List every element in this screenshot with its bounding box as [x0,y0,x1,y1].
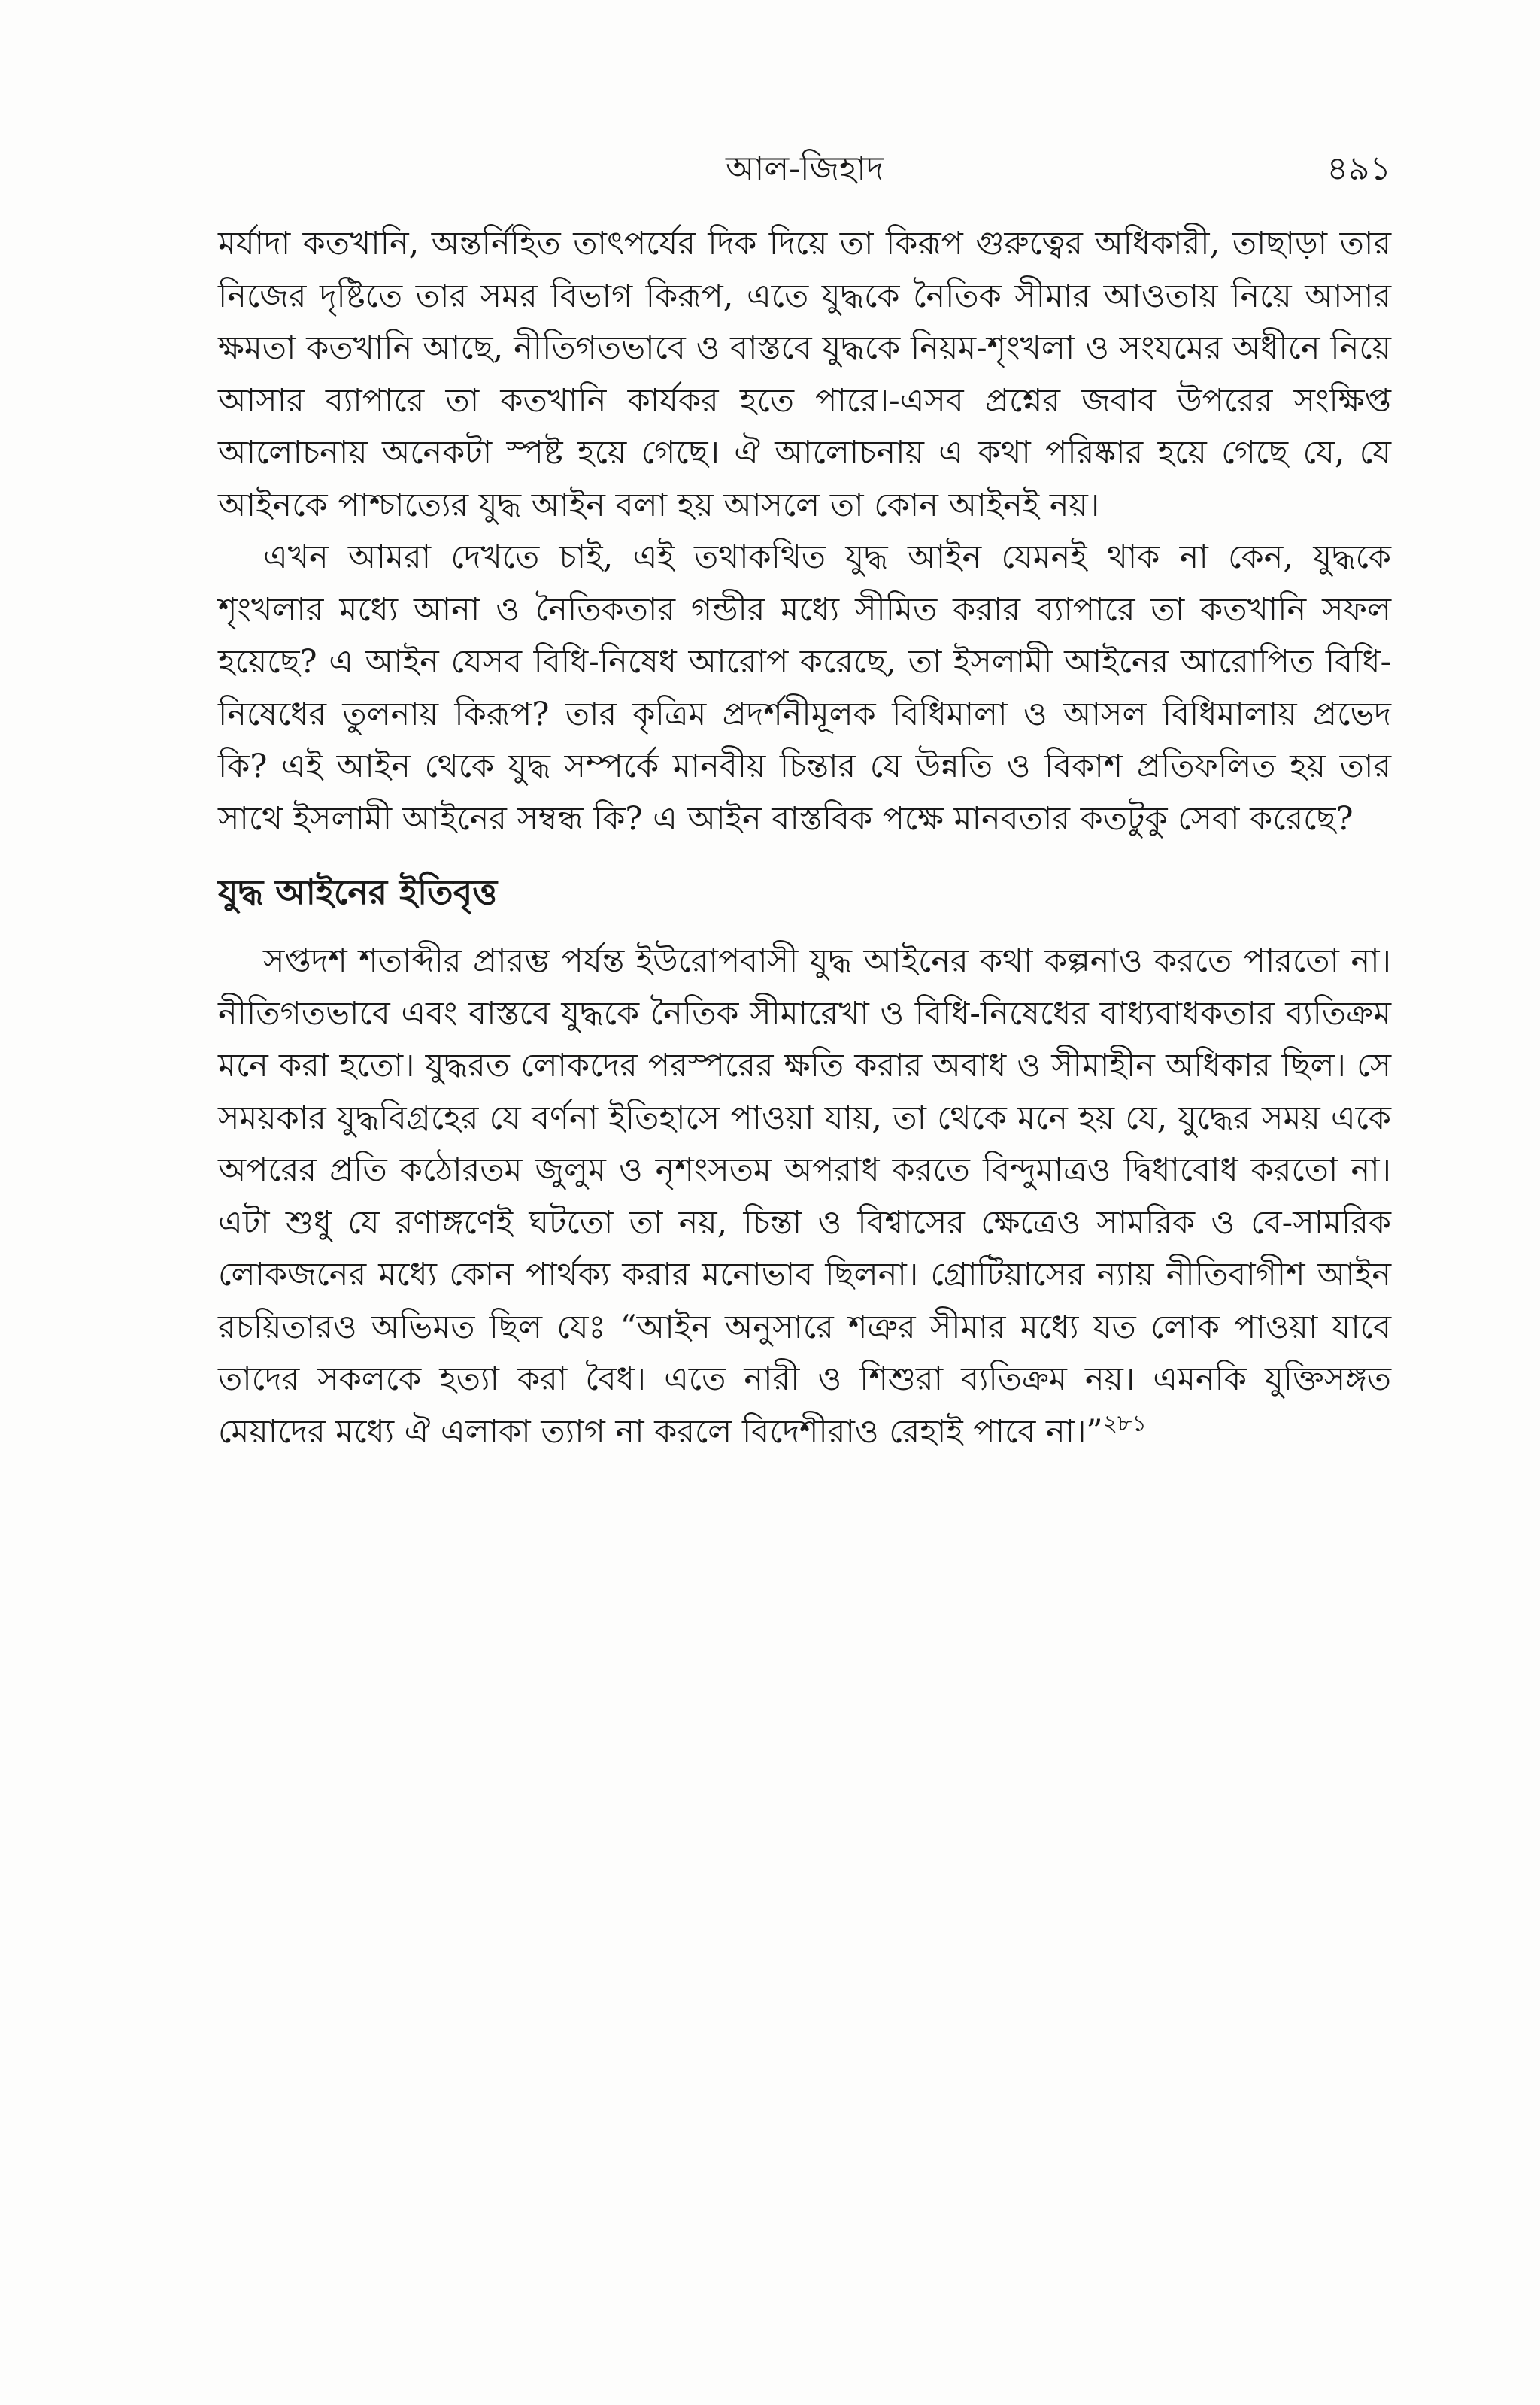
footnote-reference: ২৮১ [1102,1410,1147,1437]
paragraph-continued: মর্যাদা কতখানি, অন্তর্নিহিত তাৎপর্যের দিক দিয়ে তা কিরূপ গুরুত্বের অধিকারী, তাছাড়া তার নিজের দৃষ্টিতে তার সমর বিভাগ কিরূপ, এতে যুদ্ধকে নৈতিক সীমার আওতায় নিয়ে আসার ক্ষমতা কতখানি আছে, নীতিগতভাবে ও বাস্তবে যুদ্ধকে নিয়ম-শৃংখলা ও সংযমের অধীনে নিয়ে আসার ব্যাপারে তা কতখানি কার্যকর হতে পারে।-এসব প্রশ্নের জবাব উপরের সংক্ষিপ্ত আলোচনায় অনেকটা স্পষ্ট হয়ে গেছে। ঐ আলোচনায় এ কথা পরিষ্কার হয়ে গেছে যে, যে আইনকে পাশ্চাত্যের যুদ্ধ আইন বলা হয় আসলে তা কোন আইনই নয়। [218,225,1391,524]
page-number: ৪৯১ [1326,150,1391,188]
running-header [218,147,1391,192]
section-paragraph-text: সপ্তদশ শতাব্দীর প্রারম্ভ পর্যন্ত ইউরোপবাসী যুদ্ধ আইনের কথা কল্পনাও করতে পারতো না। নীতিগতভাবে এবং বাস্তবে যুদ্ধকে নৈতিক সীমারেখা ও বিধি-নিষেধের বাধ্যবাধকতার ব্যতিক্রম মনে করা হতো। যুদ্ধরত লোকদের পরস্পরের ক্ষতি করার অবাধ ও সীমাহীন অধিকার ছিল। সে সময়কার যুদ্ধবিগ্রহের যে বর্ণনা ইতিহাসে পাওয়া যায়, তা থেকে মনে হয় যে, যুদ্ধের সময় একে অপরের প্রতি কঠোরতম জুলুম ও নৃশংসতম অপরাধ করতে বিন্দুমাত্রও দ্বিধাবোধ করতো না। এটা শুধু যে রণাঙ্গণেই ঘটতো তা নয়, চিন্তা ও বিশ্বাসের ক্ষেত্রেও সামরিক ও বে-সামরিক লোকজনের মধ্যে কোন পার্থক্য করার মনোভাব ছিলনা। গ্রোটিয়াসের ন্যায় নীতিবাগীশ আইন রচয়িতারও অভিমত ছিল যেঃ “আইন অনুসারে শত্রুর সীমার মধ্যে যত লোক পাওয়া যাবে তাদের সকলকে হত্যা করা বৈধ। এতে নারী ও শিশুরা ব্যতিক্রম নয়। এমনকি যুক্তিসঙ্গত মেয়াদের মধ্যে ঐ এলাকা ত্যাগ না করলে বিদেশীরাও রেহাই পাবে না।” [218,942,1391,1451]
running-title: আল-জিহাদ [726,150,884,188]
section-paragraph [218,936,1391,1458]
section-heading: যুদ্ধ আইনের ইতিবৃত্ত [218,872,498,912]
body-text [218,218,1391,1458]
paragraph-questions: এখন আমরা দেখতে চাই, এই তথাকথিত যুদ্ধ আইন যেমনই থাক না কেন, যুদ্ধকে শৃংখলার মধ্যে আনা ও নৈতিকতার গন্ডীর মধ্যে সীমিত করার ব্যাপারে তা কতখানি সফল হয়েছে? এ আইন যেসব বিধি-নিষেধ আরোপ করেছে, তা ইসলামী আইনের আরোপিত বিধি-নিষেধের তুলনায় কিরূপ? তার কৃত্রিম প্রদর্শনীমূলক বিধিমালা ও আসল বিধিমালায় প্রভেদ কি? এই আইন থেকে যুদ্ধ সম্পর্কে মানবীয় চিন্তার যে উন্নতি ও বিকাশ প্রতিফলিত হয় তার সাথে ইসলামী আইনের সম্বন্ধ কি? এ আইন বাস্তবিক পক্ষে মানবতার কতটুকু সেবা করেছে? [218,538,1391,838]
